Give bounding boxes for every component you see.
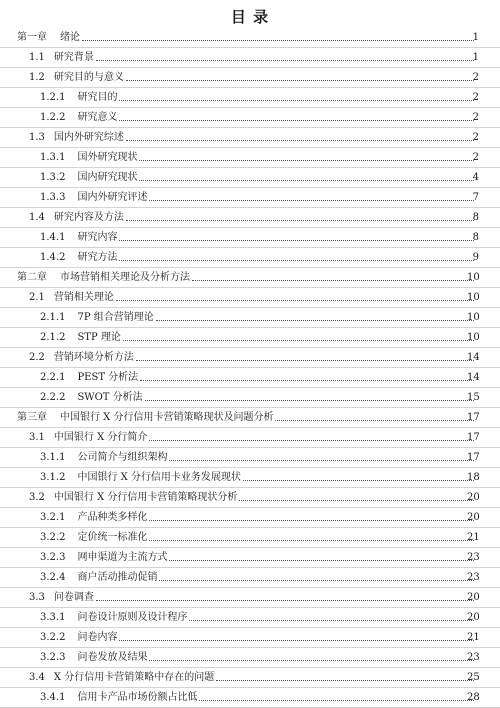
toc-entry-page: 17 bbox=[467, 432, 480, 443]
toc-entry-title: 营销相关理论 bbox=[53, 291, 114, 303]
toc-entry-page: 8 bbox=[472, 232, 479, 243]
dot-leader bbox=[169, 560, 474, 561]
toc-entry-page: 2 bbox=[472, 72, 479, 83]
toc-entry[interactable] bbox=[0, 388, 500, 408]
toc-entry[interactable] bbox=[0, 428, 500, 448]
toc-entry-page: 28 bbox=[467, 692, 480, 703]
toc-entry-page: 2 bbox=[472, 152, 479, 163]
toc-entry-number: 3.3.1 bbox=[40, 611, 66, 623]
toc-entry-page: 7 bbox=[472, 192, 479, 203]
toc-entry[interactable] bbox=[0, 688, 500, 708]
toc-entry-page: 23 bbox=[467, 572, 480, 583]
dot-leader bbox=[169, 460, 474, 461]
toc-entry[interactable] bbox=[0, 548, 500, 568]
toc-entry-number: 3.1.2 bbox=[40, 471, 66, 483]
toc-entry[interactable] bbox=[0, 88, 500, 108]
toc-entry[interactable] bbox=[0, 68, 500, 88]
dot-leader bbox=[126, 80, 474, 81]
dot-leader bbox=[149, 660, 474, 661]
toc-entry-number: 3.2.3 bbox=[40, 551, 66, 563]
toc-entry-title: 研究意义 bbox=[77, 111, 118, 123]
toc-entry-page: 1 bbox=[472, 52, 479, 63]
dot-leader bbox=[239, 500, 474, 501]
toc-entry-title: 中国银行 X 分行信用卡营销策略现状及问题分析 bbox=[60, 411, 274, 423]
toc-entry[interactable] bbox=[0, 288, 500, 308]
toc-entry[interactable] bbox=[0, 628, 500, 648]
toc-entry-title: 问卷内容 bbox=[77, 631, 118, 643]
toc-entry-number: 1.3.1 bbox=[40, 151, 66, 163]
toc-entry[interactable] bbox=[0, 568, 500, 588]
toc-entry[interactable] bbox=[0, 168, 500, 188]
toc-entry[interactable] bbox=[0, 668, 500, 688]
toc-entry-title: 国内外研究评述 bbox=[77, 191, 148, 203]
toc-entry[interactable] bbox=[0, 48, 500, 68]
toc-entry-number: 3.3 bbox=[29, 591, 45, 603]
toc-entry-page: 25 bbox=[467, 672, 480, 683]
toc-entry-number: 3.2.4 bbox=[40, 571, 66, 583]
toc-entry[interactable] bbox=[0, 468, 500, 488]
toc-entry-page: 17 bbox=[467, 412, 480, 423]
toc-entry-number: 1.3.3 bbox=[40, 191, 66, 203]
toc-entry-number: 3.4.1 bbox=[40, 691, 66, 703]
toc-entry-title: 问卷调查 bbox=[53, 591, 94, 603]
toc-entry-number: 1.2.1 bbox=[40, 91, 66, 103]
toc-entry[interactable] bbox=[0, 28, 500, 48]
toc-entry[interactable] bbox=[0, 248, 500, 268]
toc-entry-page: 4 bbox=[472, 172, 479, 183]
dot-leader bbox=[136, 360, 474, 361]
toc-entry-number: 3.2.2 bbox=[40, 631, 66, 643]
page-title: 目 录 bbox=[230, 8, 270, 26]
dot-leader bbox=[139, 180, 474, 181]
toc-entry-page: 8 bbox=[472, 212, 479, 223]
toc-entry-number: 2.1.1 bbox=[40, 311, 66, 323]
toc-entry-title: 营销环境分析方法 bbox=[53, 351, 134, 363]
toc-list bbox=[0, 28, 500, 708]
toc-entry-page: 10 bbox=[467, 312, 480, 323]
toc-entry-page: 17 bbox=[467, 452, 480, 463]
toc-entry-number: 1.4.1 bbox=[40, 231, 66, 243]
toc-entry-title: 网申渠道为主流方式 bbox=[77, 551, 168, 563]
toc-entry-number: 1.1 bbox=[29, 51, 45, 63]
dot-leader bbox=[275, 420, 474, 421]
toc-entry-title: X 分行信用卡营销策略中存在的问题 bbox=[53, 671, 215, 683]
toc-entry[interactable] bbox=[0, 208, 500, 228]
toc-entry-title: 研究目的 bbox=[77, 91, 118, 103]
toc-entry[interactable] bbox=[0, 508, 500, 528]
toc-entry[interactable] bbox=[0, 448, 500, 468]
dot-leader bbox=[149, 520, 474, 521]
toc-entry-page: 10 bbox=[467, 272, 480, 283]
toc-entry-title: 国内研究现状 bbox=[77, 171, 138, 183]
dot-leader bbox=[123, 340, 474, 341]
dot-leader bbox=[149, 200, 474, 201]
toc-entry-title: 研究方法 bbox=[77, 251, 118, 263]
toc-entry-title: 研究背景 bbox=[53, 51, 94, 63]
dot-leader bbox=[216, 680, 474, 681]
toc-entry-number: 3.4 bbox=[29, 671, 45, 683]
toc-entry-title: PEST 分析法 bbox=[77, 371, 139, 383]
toc-entry[interactable] bbox=[0, 648, 500, 668]
dot-leader bbox=[126, 220, 474, 221]
dot-leader bbox=[119, 240, 474, 241]
toc-entry[interactable] bbox=[0, 488, 500, 508]
toc-entry-number: 2.1.2 bbox=[40, 331, 66, 343]
toc-entry-page: 10 bbox=[467, 292, 480, 303]
toc-entry-number: 2.2.1 bbox=[40, 371, 66, 383]
toc-entry-page: 20 bbox=[467, 592, 480, 603]
toc-entry-title: 国内外研究综述 bbox=[53, 131, 124, 143]
toc-entry[interactable] bbox=[0, 308, 500, 328]
toc-entry-title: SWOT 分析法 bbox=[77, 391, 143, 403]
toc-entry-title: 中国银行 X 分行信用卡营销策略现状分析 bbox=[53, 491, 238, 503]
toc-entry-number: 3.2.1 bbox=[40, 511, 66, 523]
dot-leader bbox=[199, 700, 474, 701]
dot-leader bbox=[149, 440, 474, 441]
toc-entry-title: 公司简介与组织架构 bbox=[77, 451, 168, 463]
dot-leader bbox=[149, 540, 474, 541]
toc-entry-number: 第三章 bbox=[17, 411, 47, 423]
toc-entry-page: 18 bbox=[467, 472, 480, 483]
toc-entry-page: 15 bbox=[467, 392, 480, 403]
toc-entry-number: 2.2 bbox=[29, 351, 45, 363]
toc-entry-number: 3.1.1 bbox=[40, 451, 66, 463]
toc-entry-number: 2.1 bbox=[29, 291, 45, 303]
toc-entry-title: 研究内容及方法 bbox=[53, 211, 124, 223]
dot-leader bbox=[96, 60, 474, 61]
toc-entry[interactable] bbox=[0, 408, 500, 428]
toc-entry-title: 产品种类多样化 bbox=[77, 511, 148, 523]
toc-entry-title: 中国银行 X 分行信用卡业务发展现状 bbox=[77, 471, 241, 483]
toc-entry-page: 23 bbox=[467, 552, 480, 563]
toc-entry[interactable] bbox=[0, 108, 500, 128]
toc-entry[interactable] bbox=[0, 128, 500, 148]
dot-leader bbox=[82, 40, 474, 41]
toc-entry[interactable] bbox=[0, 368, 500, 388]
toc-entry-title: 市场营销相关理论及分析方法 bbox=[60, 271, 190, 283]
dot-leader bbox=[119, 120, 474, 121]
toc-entry-page: 21 bbox=[467, 532, 480, 543]
toc-entry-page: 10 bbox=[467, 332, 480, 343]
dot-leader bbox=[192, 280, 474, 281]
dot-leader bbox=[243, 480, 474, 481]
toc-entry-number: 第一章 bbox=[17, 31, 47, 43]
toc-entry-title: 定价统一标准化 bbox=[77, 531, 148, 543]
dot-leader bbox=[159, 580, 474, 581]
toc-entry[interactable] bbox=[0, 528, 500, 548]
toc-entry-title: 问卷设计原则及设计程序 bbox=[77, 611, 188, 623]
toc-entry[interactable] bbox=[0, 228, 500, 248]
toc-entry-number: 2.2.2 bbox=[40, 391, 66, 403]
toc-entry-page: 20 bbox=[467, 512, 480, 523]
toc-entry-number: 3.1 bbox=[29, 431, 45, 443]
toc-entry[interactable] bbox=[0, 348, 500, 368]
toc-entry-page: 20 bbox=[467, 492, 480, 503]
toc-entry-title: 问卷发放及结果 bbox=[77, 651, 148, 663]
toc-entry-page: 2 bbox=[472, 132, 479, 143]
toc-entry-title: 商户活动推动促销 bbox=[77, 571, 158, 583]
toc-entry-title: 信用卡产品市场份额占比低 bbox=[77, 691, 198, 703]
toc-entry[interactable] bbox=[0, 268, 500, 288]
toc-entry-page: 9 bbox=[472, 252, 479, 263]
toc-entry-title: 研究目的与意义 bbox=[53, 71, 124, 83]
dot-leader bbox=[139, 160, 474, 161]
toc-entry-title: STP 理论 bbox=[77, 331, 121, 343]
toc-entry[interactable] bbox=[0, 328, 500, 348]
dot-leader bbox=[116, 300, 474, 301]
toc-entry-number: 3.2.2 bbox=[40, 531, 66, 543]
toc-entry-page: 1 bbox=[472, 32, 479, 43]
toc-entry-number: 1.4.2 bbox=[40, 251, 66, 263]
toc-entry-title: 研究内容 bbox=[77, 231, 118, 243]
toc-entry-page: 2 bbox=[472, 92, 479, 103]
toc-entry-number: 3.2.3 bbox=[40, 651, 66, 663]
toc-entry-title: 中国银行 X 分行简介 bbox=[53, 431, 148, 443]
dot-leader bbox=[126, 140, 474, 141]
toc-entry-number: 3.2 bbox=[29, 491, 45, 503]
toc-entry-page: 23 bbox=[467, 652, 480, 663]
toc-entry-title: 国外研究现状 bbox=[77, 151, 138, 163]
dot-leader bbox=[96, 600, 474, 601]
dot-leader bbox=[119, 100, 474, 101]
toc-entry-number: 1.3.2 bbox=[40, 171, 66, 183]
toc-entry-number: 第二章 bbox=[17, 271, 47, 283]
dot-leader bbox=[189, 620, 474, 621]
dot-leader bbox=[156, 320, 474, 321]
toc-entry-title: 7P 组合营销理论 bbox=[77, 311, 154, 323]
toc-entry-number: 1.3 bbox=[29, 131, 45, 143]
toc-entry-page: 20 bbox=[467, 612, 480, 623]
toc-entry-page: 14 bbox=[467, 352, 480, 363]
toc-entry-page: 2 bbox=[472, 112, 479, 123]
toc-entry[interactable] bbox=[0, 148, 500, 168]
toc-entry-number: 1.4 bbox=[29, 211, 45, 223]
toc-entry-title: 绪论 bbox=[60, 31, 80, 43]
dot-leader bbox=[119, 260, 474, 261]
dot-leader bbox=[145, 400, 474, 401]
toc-entry-number: 1.2 bbox=[29, 71, 45, 83]
dot-leader bbox=[119, 640, 474, 641]
toc-entry[interactable] bbox=[0, 188, 500, 208]
toc-entry[interactable] bbox=[0, 588, 500, 608]
dot-leader bbox=[140, 380, 474, 381]
toc-entry[interactable] bbox=[0, 608, 500, 628]
toc-entry-number: 1.2.2 bbox=[40, 111, 66, 123]
toc-entry-page: 21 bbox=[467, 632, 480, 643]
toc-entry-page: 14 bbox=[467, 372, 480, 383]
